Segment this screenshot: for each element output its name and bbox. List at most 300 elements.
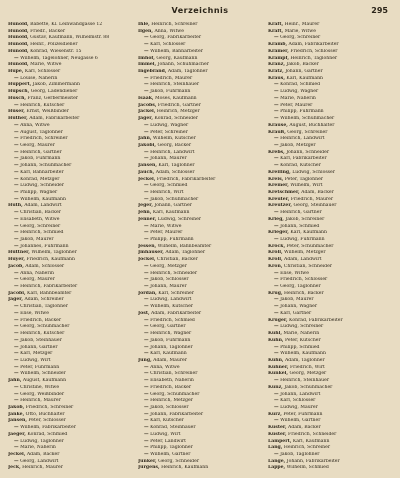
entry-surname: Junker, <box>138 458 157 464</box>
entry-surname: — <box>274 344 279 350</box>
directory-entry <box>268 29 392 36</box>
directory-entry <box>138 89 262 96</box>
entry-surname: Krebs, <box>268 149 285 155</box>
entry-details: Heinrich, Wirt <box>150 189 184 195</box>
entry-surname: Kron, <box>268 263 283 269</box>
directory-entry <box>268 89 392 96</box>
entry-details: Marie, Näherin <box>20 445 56 451</box>
directory-entry <box>138 143 262 150</box>
entry-surname: — <box>274 304 279 310</box>
directory-entry <box>138 425 262 432</box>
entry-details: Friedrich, Wirt <box>290 364 325 370</box>
entry-details: Philipp, Fuhrmann <box>280 109 324 115</box>
directory-entry <box>8 244 132 251</box>
entry-details: Adam, Landwirt <box>24 203 62 209</box>
entry-details: Georg, Metzger <box>150 263 187 269</box>
directory-entry <box>8 109 132 116</box>
entry-surname: — <box>144 82 149 88</box>
directory-entry <box>138 405 262 412</box>
entry-surname: Kratz, <box>268 69 284 75</box>
entry-details: Marie, Witwe <box>30 62 62 68</box>
entry-surname: — <box>274 210 279 216</box>
entry-details: Konrad, Wiesenstr. 15 <box>30 48 82 54</box>
entry-details: Wilhelm, Schuhmacher <box>280 116 335 122</box>
entry-details: Adam, Fabrikarbeiter <box>29 116 80 122</box>
entry-surname: — <box>274 116 279 122</box>
directory-entry <box>268 345 392 352</box>
directory-entry <box>268 143 392 150</box>
directory-entry <box>138 150 262 157</box>
directory-entry <box>138 371 262 378</box>
directory-entry <box>268 49 392 56</box>
entry-details: Johann, Landwirt <box>280 391 321 397</box>
directory-entry <box>268 358 392 365</box>
directory-entry <box>268 445 392 452</box>
entry-surname: Krauß, <box>268 129 286 135</box>
entry-details: Wilhelm, Kutscher <box>152 136 196 142</box>
directory-entry <box>8 143 132 150</box>
directory-entry <box>138 103 262 110</box>
entry-details: Heinrich, Kutscher <box>20 102 65 108</box>
directory-entry <box>8 76 132 83</box>
entry-details: Heinrich, Kutscher <box>20 331 65 337</box>
directory-entry <box>8 42 132 49</box>
entry-surname: — <box>14 55 19 61</box>
entry-details: Johann, Maurer <box>150 284 187 290</box>
entry-details: Adam, Schlosser <box>25 263 65 269</box>
entry-details: Johann, Schuhmacher <box>157 62 209 68</box>
entry-details: Johann, Gärtner <box>20 344 58 350</box>
entry-details: Christine, Witwe <box>20 384 60 390</box>
entry-surname: Ihle, <box>138 22 150 27</box>
entry-details: Wilhelm, Wirt <box>290 183 323 189</box>
entry-details: Heinr., Maurer <box>284 22 320 27</box>
directory-entry <box>138 432 262 439</box>
entry-details: Georg, Schuhmacher <box>20 324 70 330</box>
directory-entry <box>268 311 392 318</box>
entry-surname: — <box>144 284 149 290</box>
entry-surname: Kraus, <box>268 75 285 81</box>
entry-surname: Kröck, <box>268 243 286 249</box>
entry-surname: Jordan, <box>138 290 157 296</box>
entry-details: Ludwig, Taglöhner <box>20 438 64 444</box>
directory-entry <box>138 170 262 177</box>
directory-entry <box>138 96 262 103</box>
entry-details: Peter, Fuhrmann <box>283 411 323 417</box>
entry-surname: — <box>144 438 149 444</box>
entry-details: Johann, Schuhmacher <box>20 163 72 169</box>
directory-entry <box>8 29 132 36</box>
entry-surname: Hüther, <box>8 116 28 122</box>
directory-entry <box>138 284 262 291</box>
entry-details: Johann, Wagner <box>280 304 318 310</box>
directory-entry <box>138 42 262 49</box>
entry-surname: Jansen, <box>8 418 27 424</box>
entry-surname: — <box>144 122 149 128</box>
entry-details: Peter, Schlosser <box>28 418 66 424</box>
entry-details: Heinrich, Schmied <box>20 230 64 236</box>
entry-surname: — <box>14 156 19 162</box>
directory-entry <box>8 163 132 170</box>
entry-surname: — <box>14 230 19 236</box>
directory-column-1 <box>8 22 132 474</box>
entry-details: Friedrich, Schneider <box>288 431 337 437</box>
directory-entry <box>268 76 392 83</box>
entry-surname: Lange, <box>268 458 286 464</box>
directory-entry <box>138 358 262 365</box>
entry-surname: Kreiling, <box>268 169 291 175</box>
entry-surname: — <box>14 445 19 451</box>
entry-details: Heinrich, Metzger <box>150 398 193 404</box>
directory-entry <box>8 156 132 163</box>
entry-surname: Krug, <box>268 290 283 296</box>
directory-entry <box>268 324 392 331</box>
entry-surname: — <box>14 371 19 377</box>
entry-surname: Jürgens, <box>138 465 160 471</box>
directory-entry <box>138 130 262 137</box>
directory-entry <box>268 304 392 311</box>
entry-details: Anna, Witwe <box>20 122 50 128</box>
entry-surname: — <box>144 277 149 283</box>
directory-entry <box>8 277 132 284</box>
entry-details: Adam, Taglöhner <box>167 69 208 75</box>
entry-details: Ludwig, Wagner <box>280 89 319 95</box>
entry-surname: Jmhäuser, <box>138 250 164 256</box>
entry-surname: — <box>144 237 149 242</box>
entry-surname: Huppert, <box>8 82 32 88</box>
directory-entry <box>268 465 392 472</box>
directory-entry <box>8 392 132 399</box>
entry-surname: — <box>274 109 279 115</box>
entry-surname: — <box>144 270 149 276</box>
entry-details: Jakob, Schuhmacher <box>150 196 199 202</box>
entry-surname: Hüser, <box>8 109 25 115</box>
entry-details: Georg, Maurer <box>20 277 55 283</box>
entry-surname: — <box>274 270 279 276</box>
entry-details: Wilhelm, Kutscher <box>150 304 194 310</box>
entry-surname: — <box>14 391 19 397</box>
directory-entry <box>138 197 262 204</box>
directory-entry <box>268 163 392 170</box>
entry-details: Anna, Witwe <box>154 28 184 34</box>
directory-entry <box>138 22 262 29</box>
entry-details: Jakob, Steinhauer <box>20 337 62 343</box>
entry-surname: — <box>144 263 149 269</box>
entry-surname: Krieger, <box>268 230 289 236</box>
entry-details: Wilhelm, Gärtner <box>150 452 191 457</box>
directory-entry <box>268 35 392 42</box>
entry-details: Friedrich, Schlosser <box>280 277 328 283</box>
entry-details: Philipp, Taglöhner <box>150 445 193 451</box>
entry-details: Ernst, Weißbinder <box>26 109 69 115</box>
entry-surname: — <box>14 398 19 404</box>
entry-details: Elise, Witwe <box>280 270 309 276</box>
entry-details: Friedrich, Bäcker <box>150 384 192 390</box>
entry-surname: — <box>14 425 19 431</box>
entry-surname: — <box>14 183 19 189</box>
entry-surname: Küster, <box>268 431 287 437</box>
page-title: Verzeichnis <box>171 6 229 15</box>
entry-surname: Krieg, <box>268 216 284 222</box>
entry-surname: Kurz, <box>268 411 282 417</box>
directory-entry <box>8 230 132 237</box>
directory-entry <box>138 412 262 419</box>
directory-entry <box>268 197 392 204</box>
entry-surname: — <box>14 223 19 229</box>
directory-entry <box>8 365 132 372</box>
entry-surname: — <box>274 398 279 404</box>
directory-entry <box>138 217 262 224</box>
entry-surname: Jäger, <box>8 297 23 303</box>
directory-entry <box>268 439 392 446</box>
page-header <box>8 6 392 18</box>
directory-entry <box>138 76 262 83</box>
entry-surname: Jäckel, <box>138 109 156 115</box>
directory-entry <box>138 56 262 63</box>
entry-surname: Huyer, <box>8 257 25 263</box>
entry-details: Karl, Kaufmann <box>150 351 187 357</box>
directory-entry <box>138 291 262 298</box>
directory-entry <box>138 445 262 452</box>
directory-entry <box>8 425 132 432</box>
entry-surname: Hunold, <box>8 35 29 41</box>
directory-entry <box>268 392 392 399</box>
entry-surname: Jenner, <box>138 216 157 222</box>
entry-surname: Kuster, <box>268 425 287 431</box>
entry-details: Johann, Schneider <box>286 149 330 155</box>
entry-surname: Jehn, <box>138 210 152 216</box>
entry-details: Gustav, Kaufmann, Wilhelmstr. 88 <box>30 35 110 41</box>
directory-entry <box>8 439 132 446</box>
entry-surname: — <box>144 129 149 135</box>
directory-entry <box>268 56 392 63</box>
entry-details: Karl, Schlosser <box>280 398 316 404</box>
entry-surname: — <box>274 163 279 169</box>
entry-surname: — <box>14 277 19 283</box>
entry-surname: Ilgen, <box>138 28 153 34</box>
directory-entry <box>138 62 262 69</box>
entry-surname: — <box>14 136 19 142</box>
entry-surname: — <box>144 230 149 236</box>
directory-entry <box>268 210 392 217</box>
entry-details: Wilhelm, Schneider <box>20 371 66 377</box>
directory-entry <box>8 452 132 459</box>
entry-surname: — <box>144 431 149 437</box>
entry-surname: — <box>14 176 19 182</box>
directory-entry <box>8 378 132 385</box>
entry-details: Jakob, Schreiner <box>285 216 325 222</box>
directory-entry <box>268 271 392 278</box>
entry-details: Ludwig, Wirt <box>20 357 51 363</box>
entry-details: Heinrich, Steinhauer <box>280 378 330 384</box>
entry-details: Karl, Kaufmann <box>152 210 190 216</box>
directory-entry <box>268 130 392 137</box>
directory-entry <box>8 89 132 96</box>
entry-surname: — <box>144 398 149 404</box>
directory-entry <box>268 177 392 184</box>
entry-surname: — <box>14 243 19 249</box>
entry-details: Christian, Bäcker <box>20 210 61 216</box>
entry-surname: Jessen, <box>138 243 157 249</box>
entry-surname: — <box>274 391 279 397</box>
entry-surname: — <box>144 411 149 417</box>
entry-details: Franz, Gerbermeister <box>27 95 79 101</box>
entry-surname: Kramb, <box>268 42 288 48</box>
entry-surname: Krüger, <box>268 317 288 323</box>
entry-surname: — <box>144 183 149 189</box>
entry-details: Ludwig, Wirt <box>150 431 181 437</box>
directory-entry <box>138 224 262 231</box>
entry-surname: Kreis, <box>268 176 284 182</box>
entry-details: Jakob, Schlosser <box>150 277 189 283</box>
entry-surname: — <box>14 142 19 148</box>
directory-entry <box>138 257 262 264</box>
directory-entry <box>8 136 132 143</box>
entry-surname: — <box>274 102 279 108</box>
entry-details: Karl, Schreiner <box>158 290 194 296</box>
directory-entry <box>138 378 262 385</box>
directory-entry <box>138 49 262 56</box>
directory-entry <box>8 203 132 210</box>
directory-entry <box>8 257 132 264</box>
entry-details: August, Buchhalter <box>289 122 335 128</box>
entry-details: Heinrich, Maurer <box>22 465 63 471</box>
entry-surname: — <box>144 196 149 202</box>
entry-surname: Hunold, <box>8 28 29 34</box>
directory-entry <box>138 69 262 76</box>
directory-entry <box>268 203 392 210</box>
entry-surname: Jung, <box>138 357 152 363</box>
entry-surname: Krampf, <box>268 55 289 61</box>
entry-surname: Kroll, <box>268 257 283 263</box>
entry-details: Heinr., Polizeidiener <box>30 42 78 48</box>
entry-details: Wilhelm, Gärtner <box>280 418 321 424</box>
directory-entry <box>268 42 392 49</box>
directory-entry <box>8 345 132 352</box>
entry-details: Marie, Witwe <box>284 28 316 34</box>
directory-entry <box>8 385 132 392</box>
directory-entry <box>8 412 132 419</box>
entry-surname: — <box>274 297 279 303</box>
entry-details: Marie, Witwe <box>150 223 182 229</box>
entry-details: Georg, Landwirt <box>20 458 59 464</box>
entry-surname: — <box>14 102 19 108</box>
directory-entry <box>8 358 132 365</box>
entry-surname: — <box>14 304 19 310</box>
directory-entry <box>138 237 262 244</box>
entry-details: Heinrich, Gärtner <box>20 149 62 155</box>
directory-entry <box>138 392 262 399</box>
entry-surname: Kunkel, <box>268 371 289 377</box>
directory-entry <box>138 163 262 170</box>
entry-details: Philipp, Schmied <box>280 344 320 350</box>
entry-surname: Jacobs, <box>138 102 157 108</box>
directory-entry <box>138 277 262 284</box>
entry-details: Johann, Fabrikarbeiter <box>150 411 204 417</box>
entry-details: Wilhelm, Tagelöhner, Neugasse 6 <box>20 55 98 61</box>
directory-entry <box>268 150 392 157</box>
directory-entry <box>268 331 392 338</box>
entry-details: Wilhelm, Bahnarbeiter <box>150 48 203 54</box>
entry-surname: — <box>14 324 19 330</box>
page-number: 295 <box>371 6 388 15</box>
entry-details: Jakob, Bäcker <box>286 62 319 68</box>
entry-details: Wilhelm, Schmied <box>286 465 329 471</box>
directory-entry <box>268 123 392 130</box>
entry-surname: Kühner, <box>268 364 289 370</box>
directory-entry <box>268 418 392 425</box>
directory-entry <box>138 365 262 372</box>
entry-details: Heinrich, Maurer <box>20 398 61 404</box>
entry-details: Jakob, Schlosser <box>150 404 189 410</box>
entry-surname: — <box>14 196 19 202</box>
entry-details: Wilhelm, Fabrikarbeiter <box>20 425 76 431</box>
directory-entry <box>8 69 132 76</box>
entry-details: Peter, Taglöhner <box>284 176 323 182</box>
entry-details: Georg, Schmied <box>150 183 188 189</box>
directory-entry <box>8 250 132 257</box>
directory-entry <box>8 183 132 190</box>
entry-details: Elisabeth, Näherin <box>150 378 194 384</box>
directory-entry <box>8 123 132 130</box>
directory-entry <box>138 250 262 257</box>
entry-details: Georg, Fabrikarbeiter <box>150 35 202 41</box>
entry-surname: — <box>144 391 149 397</box>
entry-surname: — <box>144 378 149 384</box>
entry-surname: — <box>274 136 279 142</box>
entry-details: Ludwig, Fuhrmann <box>280 237 325 242</box>
directory-entry <box>268 452 392 459</box>
directory-entry <box>268 297 392 304</box>
directory-entry <box>8 405 132 412</box>
directory-entry <box>268 365 392 372</box>
entry-surname: Kretschmer, <box>268 189 300 195</box>
entry-details: Georg, Taglöhner <box>280 284 321 290</box>
entry-surname: — <box>14 337 19 343</box>
entry-surname: — <box>274 378 279 384</box>
directory-entry <box>138 123 262 130</box>
directory-entry <box>268 116 392 123</box>
entry-details: Johann, Maurer <box>150 156 187 162</box>
entry-details: Christian, Bäcker <box>156 257 198 263</box>
entry-details: Friedrich, Bäcker <box>20 317 62 323</box>
directory-entry <box>268 351 392 358</box>
entry-surname: — <box>14 438 19 444</box>
entry-surname: — <box>274 35 279 41</box>
entry-surname: Krämer, <box>268 48 289 54</box>
entry-details: Georg, Schreiner <box>20 223 61 229</box>
entry-surname: — <box>14 284 19 290</box>
entry-surname: Jeckel, <box>8 452 26 457</box>
entry-surname: — <box>274 310 279 316</box>
entry-details: Georg, Schuhmacher <box>150 391 200 397</box>
entry-details: Ludwig, Maurer <box>280 404 318 410</box>
directory-entry <box>268 230 392 237</box>
entry-surname: — <box>144 371 149 377</box>
directory-column-3 <box>268 22 392 474</box>
entry-details: Karl, Kaufmann <box>290 230 327 236</box>
entry-details: Heinrich, Schreiner <box>283 445 331 451</box>
entry-details: Adam, Fabrikarbeiter <box>288 42 339 48</box>
directory-entry <box>138 264 262 271</box>
directory-entry <box>8 96 132 103</box>
entry-details: Friedrich, Schmied <box>150 317 195 323</box>
directory-entry <box>8 56 132 63</box>
directory-entry <box>138 109 262 116</box>
entry-details: Friedrich, Schreiner <box>20 136 68 142</box>
entry-surname: Jakobi, <box>138 142 156 148</box>
entry-surname: — <box>144 89 149 95</box>
